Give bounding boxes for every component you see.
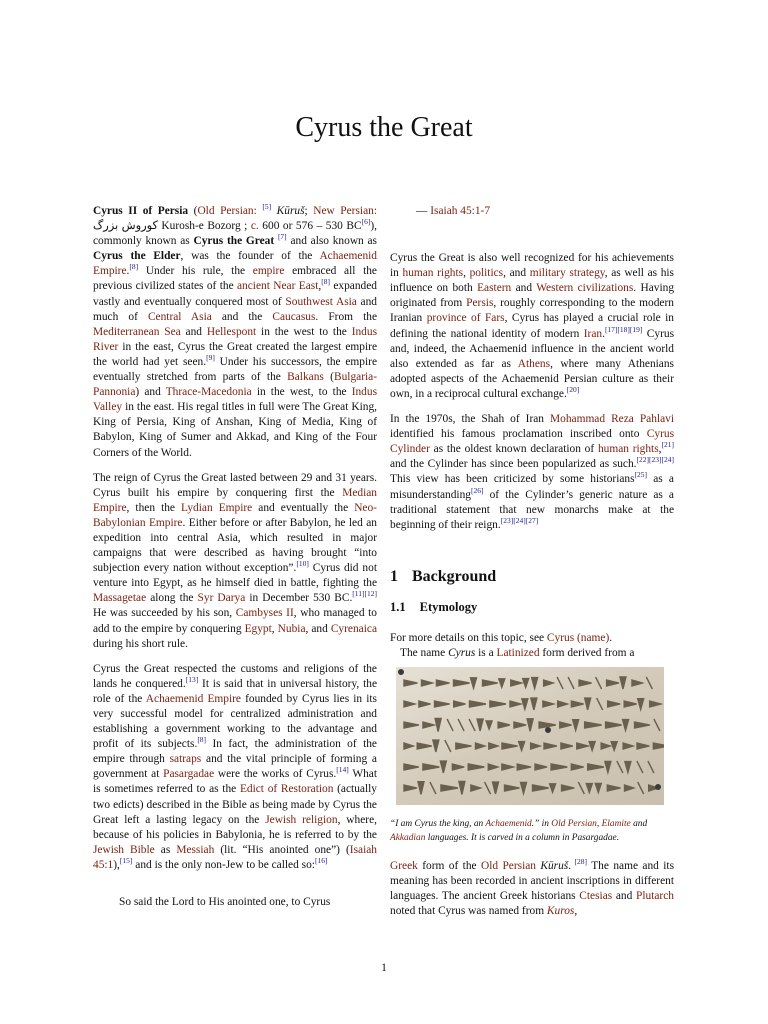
text: ), commonly known as <box>93 220 377 248</box>
text: , then the <box>126 501 182 514</box>
link-achaemenid[interactable]: Achaemenid <box>485 819 532 830</box>
link-caucasus[interactable]: Caucasus <box>272 310 316 323</box>
italic-text: Kūruš <box>535 860 569 873</box>
text: What is sometimes referred to as the <box>93 768 377 796</box>
bold-name: Cyrus the Great <box>193 235 275 248</box>
text: — <box>416 205 431 217</box>
citation-link[interactable]: [28] <box>571 857 588 867</box>
text: (lit. “His anointed one”) ( <box>214 843 350 856</box>
text: , <box>574 905 578 918</box>
citation-link[interactable]: [22][23][24] <box>636 455 674 465</box>
image-caption <box>390 817 674 845</box>
text: , where, because of his policies in Babylonia, he is referred to by the <box>93 813 377 841</box>
text: and much of <box>93 295 377 323</box>
link-ctesias[interactable]: Ctesias <box>579 890 613 903</box>
text: and is the only non-Jew to be called so: <box>132 858 315 871</box>
text: 600 or 576 – 530 BC <box>258 220 362 233</box>
citation-link[interactable]: [15] <box>119 856 133 866</box>
bold-name: Cyrus II of Persia <box>93 205 189 217</box>
quote-attribution <box>390 204 674 219</box>
citation-link[interactable]: [10] <box>296 559 309 569</box>
link-messiah[interactable]: Messiah <box>176 843 215 856</box>
text: ) and <box>135 386 166 399</box>
text: This view has been criticized by some historians <box>390 473 635 486</box>
link-achaemenid-empire[interactable]: Achaemenid Empire <box>145 692 241 705</box>
citation-link[interactable]: [8] <box>129 262 139 272</box>
text: as the oldest known declaration of <box>429 443 598 456</box>
link-ancient-near-east[interactable]: ancient Near East <box>237 280 319 293</box>
text: during his short rule. <box>93 637 188 650</box>
text: . Having originated from <box>390 282 675 310</box>
citation-link[interactable]: [26] <box>471 485 484 495</box>
text: and <box>630 819 648 830</box>
text: , roughly corresponding to the modern Iranian <box>390 297 674 325</box>
text: .” in <box>531 819 552 830</box>
citation-link[interactable]: [7] <box>277 232 287 242</box>
text: and <box>612 890 637 903</box>
inscription-image <box>396 667 664 805</box>
link-human-rights[interactable]: human rights <box>597 443 659 456</box>
text: , who managed to add to the empire by conquering <box>93 607 378 635</box>
text: . <box>568 860 572 873</box>
section-number: 1 <box>390 567 398 585</box>
link-pasargadae[interactable]: Pasargadae <box>163 768 215 781</box>
link-human-rights[interactable]: human rights <box>402 267 464 280</box>
link-persis[interactable]: Persis <box>466 297 494 310</box>
greek-form-paragraph <box>390 859 674 919</box>
text: . <box>609 631 613 644</box>
text: founded by Cyrus lies in its very successful model for centralized administration and establishing a government working to the advantage and profit of its subjects. <box>93 692 377 751</box>
link-southwest-asia[interactable]: Southwest Asia <box>285 295 357 308</box>
link-iran[interactable]: Iran <box>583 327 603 340</box>
citation-link[interactable]: [25] <box>634 470 648 480</box>
link-syr-darya[interactable]: Syr Darya <box>197 592 246 605</box>
link-indus-valley[interactable]: Indus Valley <box>93 386 377 414</box>
text: languages. It is carved in a column in Pasargadae. <box>425 833 620 844</box>
text: as <box>154 843 177 856</box>
text: and <box>180 325 207 338</box>
text: (actually two edicts) described in the Bible as being made by Cyrus the Great left a lasting legacy on the <box>93 783 377 826</box>
link-isaiah-45-1[interactable]: Isaiah 45:1 <box>93 843 377 871</box>
italic-text: Cyrus <box>448 647 476 660</box>
link-new-persian[interactable]: New Persian: <box>313 205 377 217</box>
bold-name: Cyrus the Elder <box>93 250 181 263</box>
link-nubia[interactable]: Nubia <box>277 622 306 635</box>
link-hellespont[interactable]: Hellespont <box>206 325 257 338</box>
link-mohammad-reza-pahlavi[interactable]: Mohammad Reza Pahlavi <box>550 413 674 426</box>
legacy-paragraph <box>93 662 377 873</box>
text: and also known as <box>286 235 377 248</box>
link-median-empire[interactable]: Median Empire <box>93 486 377 514</box>
text: expanded vastly and eventually conquered most of <box>93 280 377 308</box>
text: , was the founder of the <box>180 250 320 263</box>
link-achaemenid-empire[interactable]: Achaemenid Empire <box>93 250 377 278</box>
citation-link[interactable]: [8] <box>197 735 207 745</box>
link-massagetae[interactable]: Massagetae <box>93 592 147 605</box>
text: is a <box>475 647 497 660</box>
citation-link[interactable]: [14] <box>336 765 349 775</box>
link-elamite[interactable]: Elamite <box>601 819 631 830</box>
link-lydian-empire[interactable]: Lydian Empire <box>181 501 253 514</box>
etymology-paragraph <box>390 646 674 661</box>
link-cambyses-ii[interactable]: Cambyses II <box>235 607 294 620</box>
link-old-persian[interactable]: Old Persian <box>480 860 536 873</box>
text: ( <box>323 371 334 384</box>
text: form of the <box>417 860 481 873</box>
text: and the vital principle of forming a government at <box>93 753 377 781</box>
reign-paragraph <box>93 471 377 652</box>
link-cyrus-cylinder[interactable]: Cyrus Cylinder <box>390 428 674 456</box>
link-latinized[interactable]: Latinized <box>496 647 540 660</box>
text: ; <box>304 205 314 217</box>
text: , and <box>305 622 331 635</box>
link-old-persian[interactable]: Old Persian <box>551 819 597 830</box>
text: identified his famous proclamation inscribed onto <box>390 428 647 441</box>
text: Under his rule, the <box>138 265 253 278</box>
text: The name <box>400 647 449 660</box>
link-province-of-fars[interactable]: province of Fars <box>426 312 505 325</box>
shah-paragraph <box>390 412 674 533</box>
link-thrace-macedonia[interactable]: Thrace-Macedonia <box>165 386 252 399</box>
citation-link[interactable]: [6] <box>361 217 371 227</box>
subsection-number: 1.1 <box>390 599 406 614</box>
left-column <box>93 204 377 910</box>
link-satraps[interactable]: satraps <box>169 753 202 766</box>
text: , Cyrus has played a crucial role in defining the national identity of modern <box>390 312 674 340</box>
text: Under his successors, the empire eventually stretched from parts of the <box>93 355 377 384</box>
text: Cyrus the Great respected the customs and religions of the lands he conquered. <box>93 662 377 690</box>
italic-text: Kūruš <box>271 205 305 217</box>
link-mediterranean-sea[interactable]: Mediterranean Sea <box>93 325 181 338</box>
text: in the west to the <box>256 325 352 338</box>
citation-link[interactable]: [9] <box>206 353 215 363</box>
text: ), <box>113 858 120 871</box>
text: . <box>126 265 130 278</box>
link-jewish-religion[interactable]: Jewish religion <box>265 813 338 826</box>
text: It is said that in universal history, the role of the <box>93 677 377 705</box>
link-balkans[interactable]: Balkans <box>287 371 324 384</box>
cuneiform-inscription-picture <box>396 667 664 805</box>
text: embraced all the previous civilized states of the <box>93 265 377 293</box>
citation-link[interactable]: [5] <box>262 202 272 212</box>
text: , <box>271 622 278 635</box>
link-greek[interactable]: Greek <box>390 860 418 873</box>
text: He was succeeded by his son, <box>93 607 236 620</box>
link-bulgaria-pannonia[interactable]: Bulgaria-Pannonia <box>93 371 377 399</box>
text: were the works of Cyrus. <box>214 768 337 781</box>
subsection-heading-etymology <box>390 600 674 615</box>
link-plutarch[interactable]: Plutarch <box>636 890 674 903</box>
link-eastern[interactable]: Eastern <box>477 282 512 295</box>
text: and eventually the <box>252 501 355 514</box>
text: , where many Athenians adopted aspects of the Achaemenid Persian culture as their own, in a reciprocal cultural exchange. <box>390 357 674 400</box>
citation-link[interactable]: [11][12] <box>352 589 378 599</box>
text: The reign of Cyrus the Great lasted between 29 and 31 years. Cyrus built his empire by conquering first the <box>93 471 377 499</box>
text: . Either before or after Babylon, he led an expedition into central Asia, which resulted in major campaigns that were described as having brought “into subjection every nation without exception”. <box>93 516 377 575</box>
text: In the 1970s, the Shah of Iran <box>390 413 551 426</box>
link-athens[interactable]: Athens <box>517 357 551 370</box>
link-central-asia[interactable]: Central Asia <box>147 310 212 323</box>
text: کوروش بزرگ Kurosh-e Bozorg ; <box>93 220 251 233</box>
link-military-strategy[interactable]: military strategy <box>529 267 605 280</box>
block-quote: So said the Lord to His anointed one, to Cyrus <box>119 896 331 909</box>
text: . <box>602 327 605 340</box>
link-old-persian[interactable]: Old Persian: <box>197 205 257 217</box>
link-isaiah-45-1-7[interactable]: Isaiah 45:1-7 <box>430 205 491 217</box>
link-empire[interactable]: empire <box>252 265 285 278</box>
subsection-title: Etymology <box>419 599 478 614</box>
text: and <box>511 282 537 295</box>
section-heading-background <box>390 569 674 584</box>
page-number: 1 <box>381 962 387 974</box>
text: form derived from a <box>539 647 635 660</box>
text: For more details on this topic, see <box>390 631 547 644</box>
text: Cyrus the Great is also well recognized for his achievements in <box>390 252 674 280</box>
text: in December 530 BC. <box>245 592 353 605</box>
text: , <box>318 280 322 293</box>
link-western-civilizations[interactable]: Western civilizations <box>536 282 634 295</box>
citation-link[interactable]: [13] <box>185 675 199 685</box>
text: , and <box>503 267 530 280</box>
text: Cyrus did not venture into Egypt, as he himself died in battle, fighting the <box>93 562 377 590</box>
text: in the west, to the <box>251 386 352 399</box>
link-cyrenaica[interactable]: Cyrenaica <box>330 622 377 635</box>
intro-paragraph <box>93 204 377 461</box>
right-column <box>390 204 674 930</box>
text: . From the <box>315 310 377 323</box>
text: , as well as his influence on both <box>390 267 674 295</box>
recognition-paragraph <box>390 251 674 402</box>
page-title: Cyrus the Great <box>295 112 473 143</box>
link-politics[interactable]: politics <box>469 267 504 280</box>
citation-link[interactable]: [17][18][19] <box>604 324 643 334</box>
citation-link[interactable]: [20] <box>566 385 580 395</box>
citation-link[interactable]: [21] <box>661 440 675 450</box>
text: , <box>658 443 662 456</box>
text: “I am Cyrus the king, an <box>390 819 486 830</box>
link-cyrus-name[interactable]: Cyrus (name) <box>546 631 610 644</box>
link-edict-of-restoration[interactable]: Edict of Restoration <box>239 783 334 796</box>
text: , <box>596 819 602 830</box>
text: noted that Cyrus was named from <box>390 905 547 918</box>
text: in the east. His regal titles in full were The Great King, King of Persia, King of Anshan, King of Media, King of Babylon, King of Sumer and Akkad, and King of the Four Corners of the World. <box>93 401 377 459</box>
text: as a misunderstanding <box>390 473 674 501</box>
link-jewish-bible[interactable]: Jewish Bible <box>93 843 155 856</box>
text: and the <box>211 310 273 323</box>
text: , <box>463 267 470 280</box>
text: of the Cylinder’s generic nature as a traditional statement that new monarchs make at the beginning of their reign. <box>390 488 674 531</box>
citation-link[interactable]: [16] <box>314 856 328 866</box>
link-neo-babylonian-empire[interactable]: Neo-Babylonian Empire <box>93 501 377 529</box>
citation-link[interactable]: [8] <box>321 277 330 287</box>
text: along the <box>146 592 198 605</box>
text: Cyrus and, indeed, the Achaemenid influence in the ancient world also extended as far as <box>390 327 674 370</box>
details-hatnote <box>390 631 674 646</box>
text: In fact, the administration of the empire through <box>93 738 377 766</box>
link-egypt[interactable]: Egypt <box>244 622 272 635</box>
text: in the east, Cyrus the Great created the largest empire the world had yet seen. <box>93 340 377 368</box>
text: and the Cylinder has since been popularized as such. <box>390 458 637 471</box>
citation-link[interactable]: [23][24][27] <box>500 515 539 525</box>
link-kuros[interactable]: Kuros <box>546 905 575 918</box>
link-akkadian[interactable]: Akkadian <box>390 833 426 844</box>
section-title: Background <box>412 567 497 585</box>
link-circa[interactable]: c. <box>250 220 259 233</box>
text: The name and its meaning has been recorded in ancient inscriptions in different languages. The ancient Greek historians <box>390 860 674 903</box>
link-indus-river[interactable]: Indus River <box>93 325 377 353</box>
text: ( <box>188 205 198 217</box>
